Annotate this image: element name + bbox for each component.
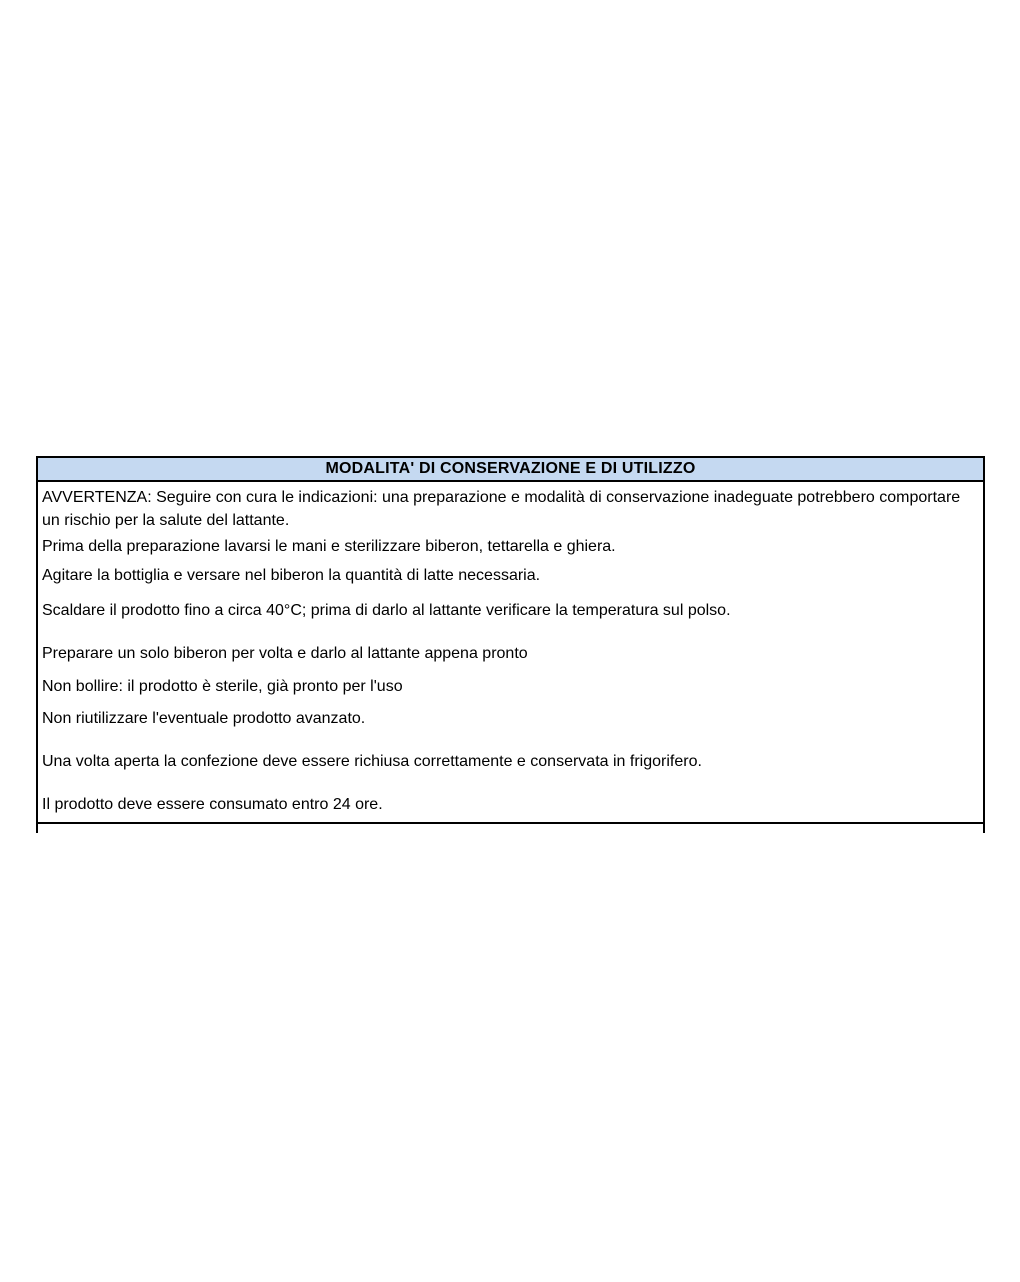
- table-row: Preparare un solo biberon per volta e darlo al lattante appena pronto: [42, 645, 528, 662]
- table-header-title: MODALITA' DI CONSERVAZIONE E DI UTILIZZO: [325, 460, 696, 477]
- storage-usage-table: [36, 456, 985, 833]
- table-header: [36, 456, 985, 482]
- table-row: Il prodotto deve essere consumato entro 24 ore.: [42, 796, 383, 813]
- table-body-cell: [36, 482, 985, 824]
- table-row: Scaldare il prodotto fino a circa 40°C; prima di darlo al lattante verificare la temperatura sul polso.: [42, 602, 731, 619]
- table-row: Agitare la bottiglia e versare nel biberon la quantità di latte necessaria.: [42, 567, 541, 584]
- table-row: AVVERTENZA: Seguire con cura le indicazioni: una preparazione e modalità di conservazione inadeguate potrebbero comportare un rischio per la salute del lattante.: [42, 489, 961, 529]
- table-row: Non riutilizzare l'eventuale prodotto avanzato.: [42, 710, 366, 727]
- table-row: Non bollire: il prodotto è sterile, già pronto per l'uso: [42, 678, 403, 695]
- table-row: Prima della preparazione lavarsi le mani e sterilizzare biberon, tettarella e ghiera.: [42, 538, 616, 555]
- table-row: Una volta aperta la confezione deve essere richiusa correttamente e conservata in frigorifero.: [42, 753, 702, 770]
- next-row-partial-border: [36, 824, 985, 833]
